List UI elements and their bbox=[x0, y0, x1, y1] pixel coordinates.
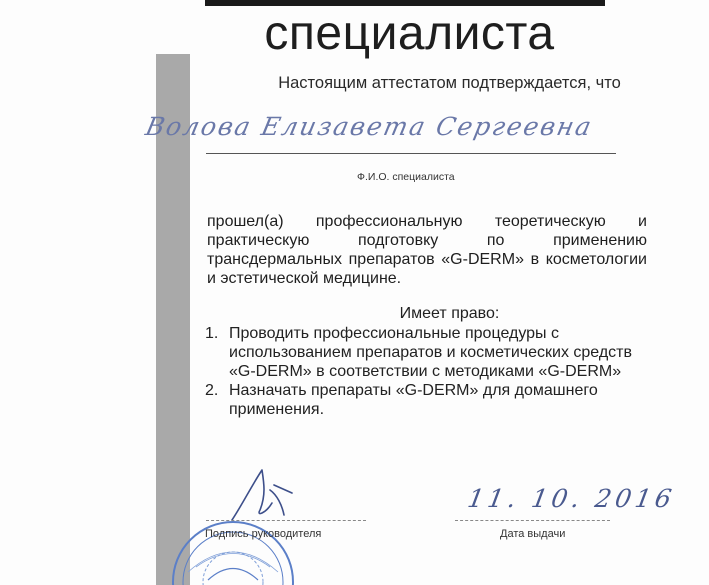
signature-caption: Подпись руководителя bbox=[205, 528, 322, 540]
name-caption: Ф.И.О. специалиста bbox=[357, 171, 455, 183]
rights-item-text: Назначать препараты «G-DERM» для домашнего применения. bbox=[229, 382, 598, 418]
date-line bbox=[455, 520, 610, 521]
name-underline bbox=[206, 153, 616, 154]
rights-item-number: 1. bbox=[205, 325, 219, 342]
rights-item-number: 2. bbox=[205, 382, 219, 399]
rights-heading: Имеет право: bbox=[399, 305, 500, 322]
specialist-name-handwritten: Волова Елизавета Сергеевна bbox=[142, 112, 596, 141]
certificate-subtitle: Настоящим аттестатом подтверждается, что bbox=[278, 74, 621, 92]
rights-list bbox=[205, 324, 655, 419]
training-statement: прошел(а) профессиональную теоретическую и практическую подготовку по применению трансдермальных препаратов «G-DERM» в косметологии и эстетической медицине. bbox=[207, 213, 647, 287]
official-seal-icon bbox=[168, 512, 298, 585]
issue-date-handwritten: 11. 10. 2016 bbox=[465, 484, 678, 513]
signature-line bbox=[206, 520, 366, 521]
rights-item bbox=[205, 324, 655, 381]
date-caption: Дата выдачи bbox=[500, 528, 566, 540]
rights-item bbox=[205, 381, 655, 419]
certificate-title: специалиста bbox=[264, 7, 555, 60]
rights-item-text: Проводить профессиональные процедуры с использованием препаратов и косметических средств «G-DERM» в соответствии с методиками «G-DERM» bbox=[229, 325, 632, 380]
